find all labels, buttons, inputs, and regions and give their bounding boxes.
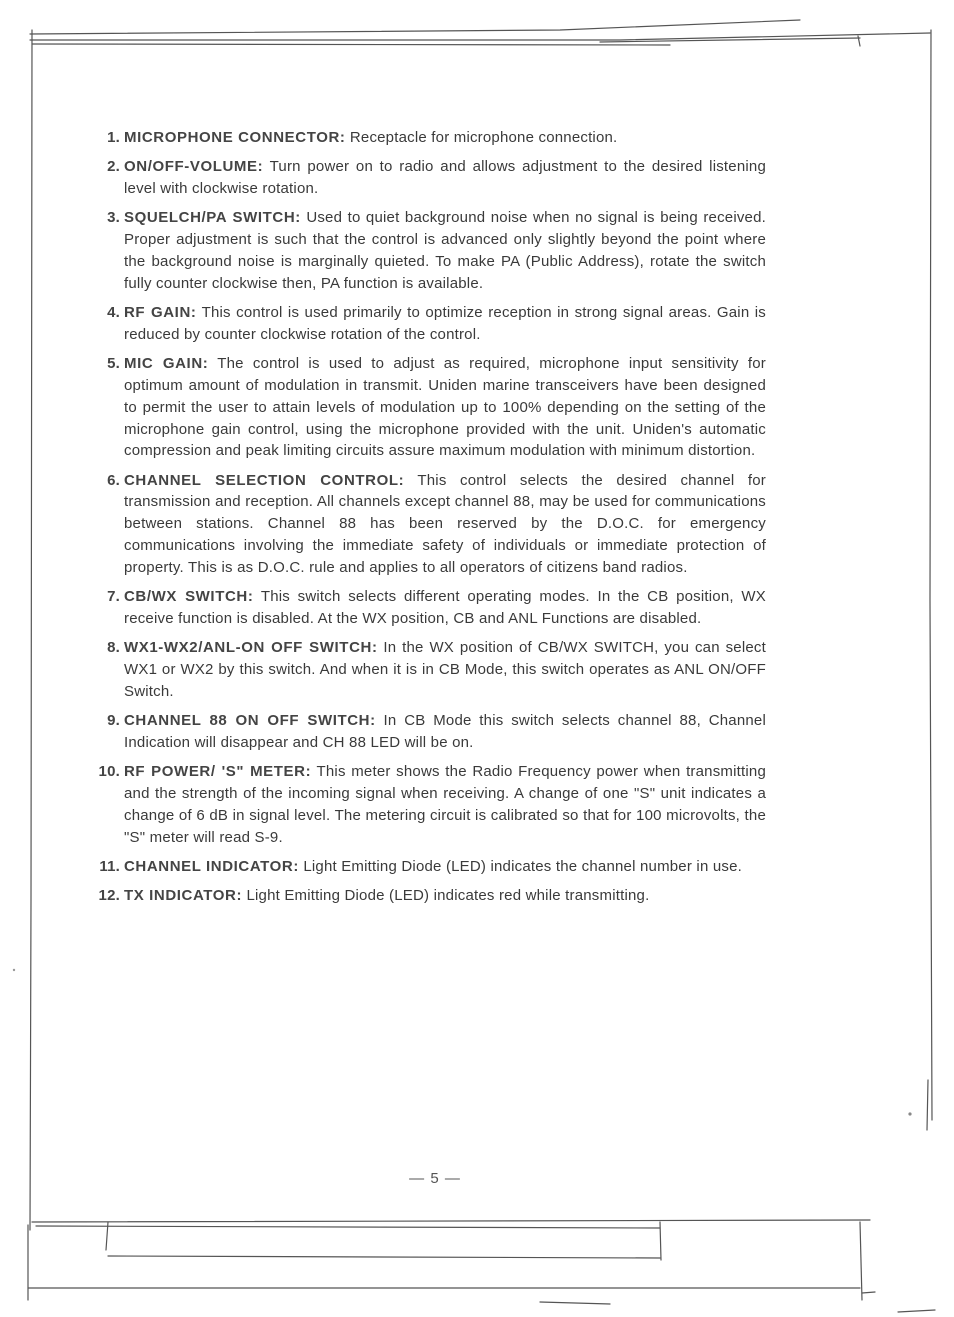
item-text: Turn power on to radio and allows adjustment to the desired listening level with clockwise rotation. — [124, 158, 766, 198]
item-number: 9. — [107, 712, 120, 730]
item-number: 12. — [98, 887, 120, 905]
item-text: In CB Mode this switch selects channel 88, Channel Indication will disappear and CH 88 LED will be on. — [124, 712, 766, 751]
item-number: 4. — [107, 304, 120, 322]
list-item — [88, 637, 766, 702]
item-number: 7. — [107, 588, 120, 606]
item-number: 10. — [98, 763, 120, 781]
item-title: ON/OFF-VOLUME: — [124, 158, 264, 176]
list-item — [88, 353, 766, 462]
item-title: CHANNEL INDICATOR: — [124, 857, 299, 875]
item-title: TX INDICATOR: — [124, 887, 243, 905]
item-text: In the WX position of CB/WX SWITCH, you can select WX1 or WX2 by this switch. And when it is in CB Mode, this switch operates as ANL ON/OFF Switch. — [124, 639, 766, 700]
item-text: Light Emitting Diode (LED) indicates red while transmitting. — [242, 887, 650, 905]
item-number: 6. — [107, 471, 120, 489]
item-title: CB/WX SWITCH: — [124, 588, 254, 606]
list-item — [88, 586, 766, 630]
item-text: Used to quiet background noise when no signal is being received. Proper adjustment is such that the control is advanced only slightly beyond the point where the background noise is marginally quieted. To make PA (Public Address), rotate the switch fully counter clockwise then, PA function is available. — [124, 209, 767, 292]
item-title: RF POWER/ 'S" METER: — [124, 763, 312, 781]
page-number: — 5 — — [409, 1170, 461, 1187]
item-title: SQUELCH/PA SWITCH: — [124, 209, 301, 227]
list-item — [88, 470, 766, 579]
controls-list — [88, 127, 766, 915]
list-item — [88, 856, 766, 878]
item-text: Receptacle for microphone connection. — [345, 129, 618, 146]
list-item — [88, 302, 766, 346]
item-text: Light Emitting Diode (LED) indicates the channel number in use. — [298, 857, 743, 875]
item-number: 5. — [107, 355, 120, 373]
item-number: 3. — [107, 209, 120, 227]
item-title: CHANNEL SELECTION CONTROL: — [124, 471, 405, 489]
item-number: 11. — [99, 857, 120, 875]
item-number: 1. — [107, 129, 120, 146]
item-text: This control is used primarily to optimize reception in strong signal areas. Gain is reduced by counter clockwise rotation of the control. — [124, 304, 766, 343]
list-item — [88, 885, 766, 907]
item-title: WX1-WX2/ANL-ON OFF SWITCH: — [124, 639, 378, 657]
item-number: 8. — [107, 639, 120, 657]
list-item — [88, 207, 766, 294]
item-text: This meter shows the Radio Frequency power when transmitting and the strength of the incoming signal when receiving. A change of one "S" unit indicates a change of 6 dB in signal level. The metering circuit is calibrated so that for 100 microvolts, the "S" meter will read S-9. — [124, 763, 766, 846]
item-title: MIC GAIN: — [124, 355, 209, 373]
item-text: The control is used to adjust as required, microphone input sensitivity for optimum amount of modulation in transmit. Uniden marine transceivers have been designed to permit the user to attain levels of modulation up to 100% depending on the setting of the microphone gain control, using the microphone provided with the unit. Uniden's automatic compression and peak limiting circuits assure maximum modulation with minimum distortion. — [124, 355, 766, 460]
item-title: MICROPHONE CONNECTOR: — [124, 129, 346, 146]
list-item — [88, 710, 766, 754]
item-text: This switch selects different operating modes. In the CB position, WX receive function is disabled. At the WX position, CB and ANL Functions are disabled. — [124, 588, 766, 627]
item-title: RF GAIN: — [124, 304, 197, 322]
list-item — [88, 761, 766, 848]
item-text: This control selects the desired channel for transmission and reception. All channels except channel 88, may be used for communications between stations. Channel 88 has been reserved by the D.O.C. for emergency communications involving the immediate safety of individuals or immediate protection of property. This is as D.O.C. rule and applies to all operators of citizens band radios. — [124, 471, 766, 576]
list-item — [88, 156, 766, 200]
list-item — [88, 127, 766, 149]
item-number: 2. — [107, 158, 120, 176]
item-title: CHANNEL 88 ON OFF SWITCH: — [124, 712, 376, 730]
